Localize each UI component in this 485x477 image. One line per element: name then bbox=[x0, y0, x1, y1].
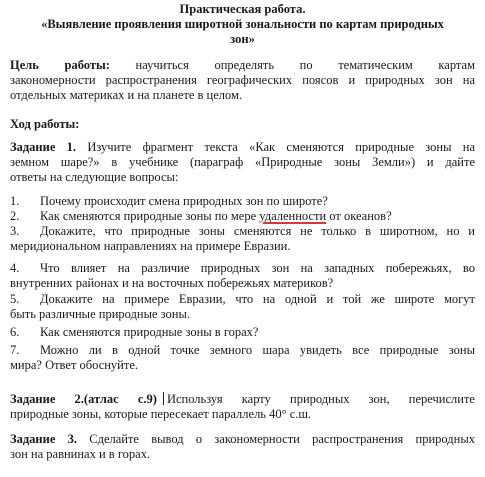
goal-line3: отдельных материках и на планете в целом. bbox=[10, 88, 243, 102]
question-5-line2: быть различные природные зоны. bbox=[10, 307, 190, 321]
doc-title-line1: Практическая работа. bbox=[179, 2, 306, 16]
question-5-line1: 5. Докажите на примере Евразии, что на одной и той же широте могут bbox=[10, 292, 475, 306]
question-3-line1: 3. Докажите, что природные зоны сменяются не только в широтном, но и bbox=[10, 224, 475, 238]
text-cursor bbox=[163, 392, 164, 405]
question-1: 1. Почему происходит смена природных зон по широте? bbox=[10, 194, 328, 208]
task1-label: Задание 1. bbox=[10, 140, 77, 154]
goal-line1: Цель работы: научиться определять по тематическим картам bbox=[10, 58, 475, 72]
task3-label: Задание 3. bbox=[10, 432, 77, 446]
task2-line2: природные зоны, которые пересекает параллель 40° с.ш. bbox=[10, 407, 312, 421]
goal-label: Цель работы: bbox=[10, 58, 110, 72]
task3-line1: Задание 3. Сделайте вывод о закономерности распространения природных bbox=[10, 432, 476, 446]
question-7-line2: мира? Ответ обоснуйте. bbox=[10, 358, 139, 372]
question-4-line1: 4. Что влияет на различие природных зон на западных побережьях, во bbox=[10, 261, 475, 275]
task1-line3: ответы на следующие вопросы: bbox=[10, 170, 179, 184]
question-6: 6. Как сменяются природные зоны в горах? bbox=[10, 325, 259, 339]
doc-title-line3: зон» bbox=[230, 32, 255, 46]
question-3-line2: меридиональном направлениях на примере Евразии. bbox=[10, 239, 291, 253]
spellcheck-underline: удаленности bbox=[259, 209, 327, 223]
task1-line2: земном шаре?» в учебнике (параграф «Природные зоны Земли») и дайте bbox=[10, 155, 475, 169]
task2-label: Задание 2.(атлас с.9) bbox=[10, 392, 157, 406]
doc-title-line2: «Выявление проявления широтной зональности по картам природных bbox=[41, 17, 444, 31]
task1-line1: Задание 1. Изучите фрагмент текста «Как сменяются природные зоны на bbox=[10, 140, 476, 154]
goal-line2: закономерности распространения географических поясов и природных зон на bbox=[10, 73, 475, 87]
question-2: 2. Как сменяются природные зоны по мере удаленности от океанов? bbox=[10, 209, 392, 223]
task3-line2: зон на равнинах и в горах. bbox=[10, 447, 151, 461]
task2-line1: Задание 2.(атлас с.9) Используя карту природных зон, перечислите bbox=[10, 392, 475, 406]
question-4-line2: внутренних районах и на восточных побережьях материков? bbox=[10, 276, 334, 290]
progress-heading: Ход работы: bbox=[10, 117, 80, 131]
question-7-line1: 7. Можно ли в одной точке земного шара увидеть все природные зоны bbox=[10, 343, 475, 357]
